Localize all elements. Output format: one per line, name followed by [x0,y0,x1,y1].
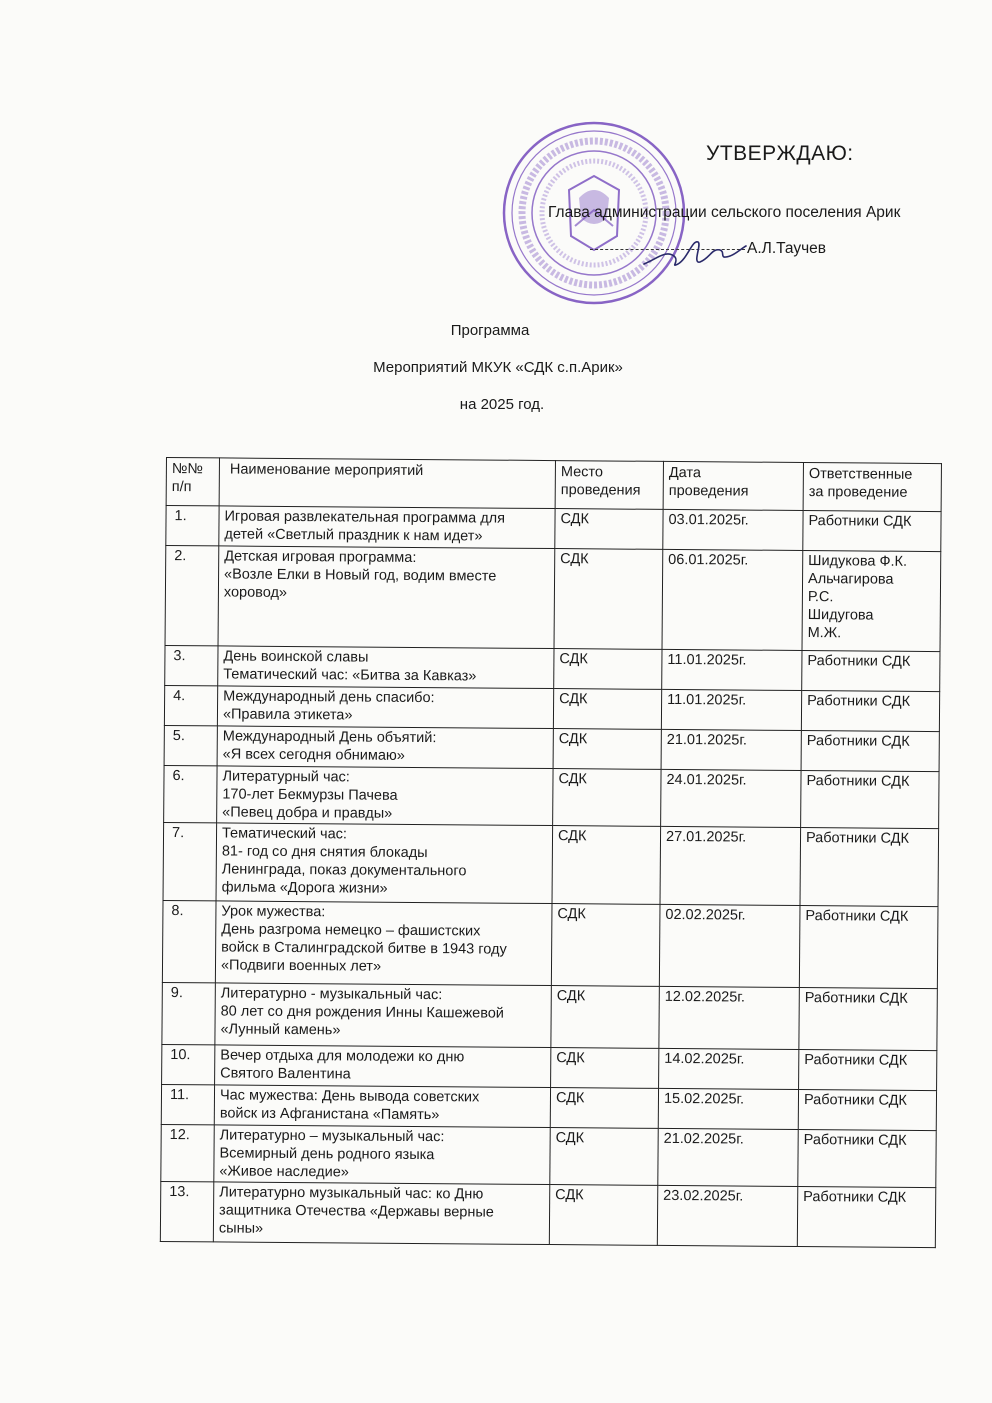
row-responsible: Работники СДК [800,827,939,906]
row-event-name: Игровая развлекательная программа для детей «Светлый праздник к нам идет» [219,506,555,549]
row-date: 27.01.2025г. [660,826,801,905]
table-header-row [166,458,941,512]
table-row [161,1084,936,1130]
table-row [161,1124,936,1187]
row-number: 4. [164,685,217,725]
handwritten-signature [640,228,750,278]
row-place: СДК [551,1048,659,1089]
row-responsible: Работники СДК [801,690,939,731]
table-row [164,765,939,828]
table-row [162,982,937,1050]
row-responsible: Работники СДК [801,770,939,828]
table-row [166,506,941,552]
header-date: Дата проведения [663,461,803,510]
header-event-name: Наименование мероприятий [219,458,555,509]
row-responsible: Работники СДК [798,1089,936,1130]
approval-signer: А.Л.Таучев [747,240,827,257]
approval-title: УТВЕРЖДАЮ: [706,142,854,165]
row-date: 11.01.2025г. [661,689,801,730]
row-date: 15.02.2025г. [658,1088,798,1129]
row-date: 23.02.2025г. [657,1185,797,1246]
row-event-name: Литературный час: 170-лет Бекмурзы Пачева «Певец добра и правды» [217,766,553,826]
header-responsible: Ответственные за проведение [803,463,941,512]
row-responsible: Работники СДК [799,905,938,988]
row-responsible: Работники СДК [799,1049,937,1090]
row-date: 24.01.2025г. [661,769,801,827]
row-responsible: Работники СДК [803,511,941,552]
events-table-wrapper [160,457,942,1248]
row-number: 10. [162,1044,215,1084]
row-place: СДК [551,986,659,1049]
row-place: СДК [549,1185,657,1246]
row-responsible: Работники СДК [801,730,939,771]
row-event-name: Литературно музыкальный час: ко Дню защитника Отечества «Державы верные сыны» [213,1182,549,1245]
table-row [160,1181,935,1247]
row-number: 5. [164,725,217,765]
row-place: СДК [550,1128,658,1186]
row-place: СДК [551,904,660,987]
row-date: 21.02.2025г. [658,1128,798,1186]
row-date: 11.01.2025г. [662,649,802,690]
program-title: Программа [450,322,530,339]
row-number: 13. [160,1181,213,1241]
row-event-name: Вечер отдыха для молодежи ко дню Святого Валентина [215,1045,551,1088]
events-table [160,457,942,1248]
row-number: 9. [162,982,215,1044]
row-place: СДК [550,1088,658,1129]
row-date: 02.02.2025г. [659,904,800,987]
row-date: 12.02.2025г. [659,986,799,1049]
row-number: 6. [164,765,217,822]
table-row [165,645,940,691]
row-place: СДК [554,549,663,650]
table-row [163,822,939,906]
row-date: 14.02.2025г. [659,1048,799,1089]
row-responsible: Шидукова Ф.К. Альчагирова Р.С. Шидугова М.Ж. [802,551,941,652]
row-number: 7. [163,822,217,900]
table-row [162,1044,937,1090]
row-number: 8. [162,900,216,982]
row-place: СДК [553,689,661,730]
row-event-name: Тематический час: 81- год со дня снятия блокады Ленинграда, показ документального фильма «Дорога жизни» [216,823,553,904]
row-number: 12. [161,1124,214,1181]
row-place: СДК [553,769,661,827]
row-responsible: Работники СДК [798,1129,936,1187]
row-responsible: Работники СДК [802,651,940,692]
table-row [162,900,938,988]
row-event-name: День воинской славы Тематический час: «Битва за Кавказ» [218,646,554,689]
table-row [164,685,939,731]
row-event-name: Урок мужества: День разгрома немецко – фашистских войск в Сталинградской битве в 1943 году «Подвиги военных лет» [215,901,552,986]
header-number: №№ п/п [166,458,219,506]
row-place: СДК [553,729,661,770]
program-year: на 2025 год. [459,396,545,413]
row-place: СДК [554,649,662,690]
row-place: СДК [552,826,661,905]
program-subtitle: Мероприятий МКУК «СДК с.п.Арик» [373,359,623,376]
row-number: 1. [166,506,219,546]
row-place: СДК [555,509,663,550]
row-number: 11. [161,1084,214,1124]
row-number: 3. [165,645,218,685]
row-responsible: Работники СДК [797,1186,935,1247]
row-event-name: Литературно – музыкальный час: Всемирный день родного языка «Живое наследие» [214,1125,550,1185]
approval-role: Глава администрации сельского поселения Арик [548,204,901,221]
row-event-name: Международный День объятий: «Я всех сегодня обнимаю» [217,726,553,769]
row-date: 21.01.2025г. [661,729,801,770]
row-date: 06.01.2025г. [662,549,803,650]
table-row [164,725,939,771]
header-place: Место проведения [555,461,663,510]
row-event-name: Международный день спасибо: «Правила этикета» [217,686,553,729]
row-date: 03.01.2025г. [663,509,803,550]
row-responsible: Работники СДК [799,987,937,1050]
row-number: 2. [165,546,219,646]
row-event-name: Детская игровая программа: «Возле Елки в Новый год, водим вместе хоровод» [218,546,555,649]
row-event-name: Литературно - музыкальный час: 80 лет со дня рождения Инны Кашежевой «Лунный камень» [215,983,551,1048]
table-row [165,546,941,652]
row-event-name: Час мужества: День вывода советских войск из Афганистана «Память» [214,1085,550,1128]
